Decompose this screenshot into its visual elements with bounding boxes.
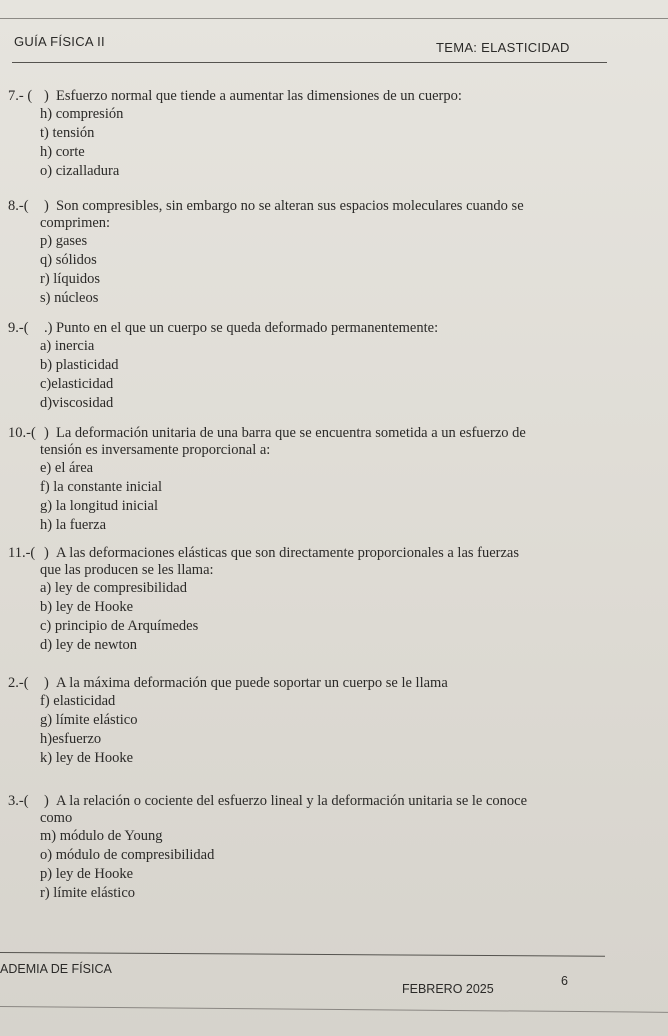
question-text-continued: que las producen se les llama: (40, 562, 214, 578)
answer-option: c)elasticidad (40, 376, 114, 392)
header-right: TEMA: ELASTICIDAD (436, 40, 570, 55)
question-stem (8, 198, 618, 215)
answer-blank-close: ) (44, 675, 49, 691)
question-text: A la relación o cociente del esfuerzo lineal y la deformación unitaria se le conoce (56, 793, 528, 809)
answer-blank-close: ) (44, 545, 49, 561)
answer-option: g) la longitud inicial (40, 498, 158, 514)
question-number: 11.-( (8, 545, 36, 561)
question-text: Son compresibles, sin embargo no se alteran sus espacios moleculares cuando se (56, 198, 524, 214)
footer-left: ADEMIA DE FÍSICA (0, 962, 112, 976)
answer-blank-close: ) (44, 198, 49, 214)
answer-option: o) módulo de compresibilidad (40, 847, 215, 863)
option-list (8, 692, 618, 768)
answer-option: r) líquidos (40, 271, 101, 287)
answer-option: c) principio de Arquímedes (40, 618, 199, 634)
question-text-continued: comprimen: (40, 215, 111, 231)
question-number: 9.-( (8, 320, 29, 336)
header-left: GUÍA FÍSICA II (14, 34, 105, 49)
question-text: A la máxima deformación que puede soportar un cuerpo se le llama (56, 675, 448, 691)
question-number: 8.-( (8, 198, 29, 214)
question-text: A las deformaciones elásticas que son directamente proporcionales a las fuerzas (56, 545, 520, 561)
question-number: 2.-( (8, 675, 29, 691)
footer-date: FEBRERO 2025 (402, 982, 494, 996)
bottom-rule (0, 1006, 668, 1013)
answer-option: o) cizalladura (40, 163, 120, 179)
question-text: La deformación unitaria de una barra que se encuentra sometida a un esfuerzo de (56, 425, 526, 441)
question-number: 7.- ( (8, 88, 33, 104)
answer-option: f) la constante inicial (40, 479, 162, 495)
question-text: Punto en el que un cuerpo se queda deformado permanentemente: (56, 320, 439, 336)
question-block (8, 88, 618, 181)
question-text: Esfuerzo normal que tiende a aumentar las dimensiones de un cuerpo: (56, 88, 462, 104)
answer-option: b) ley de Hooke (40, 599, 134, 615)
footer-rule (0, 952, 605, 957)
option-list (8, 232, 618, 308)
question-stem (8, 545, 618, 562)
answer-option: d) ley de newton (40, 637, 138, 653)
answer-option: q) sólidos (40, 252, 97, 268)
question-block (8, 320, 618, 413)
question-block (8, 425, 618, 535)
question-block (8, 675, 618, 768)
option-list (8, 337, 618, 413)
answer-option: g) límite elástico (40, 712, 138, 728)
answer-option: k) ley de Hooke (40, 750, 134, 766)
header-rule (12, 62, 607, 63)
answer-option: a) ley de compresibilidad (40, 580, 187, 596)
question-text-continued: como (40, 810, 73, 826)
answer-option: p) gases (40, 233, 88, 249)
answer-option: t) tensión (40, 125, 95, 141)
answer-blank-close: ) (44, 425, 49, 441)
option-list (8, 105, 618, 181)
question-number: 3.-( (8, 793, 29, 809)
top-rule (0, 18, 668, 19)
question-stem (8, 675, 618, 692)
answer-option: b) plasticidad (40, 357, 119, 373)
page-number: 6 (561, 974, 568, 988)
answer-blank-close: ) (44, 793, 49, 809)
question-stem (8, 793, 618, 810)
answer-option: r) límite elástico (40, 885, 136, 901)
question-stem (8, 88, 618, 105)
answer-option: h)esfuerzo (40, 731, 102, 747)
question-number: 10.-( (8, 425, 36, 441)
answer-option: m) módulo de Young (40, 828, 163, 844)
answer-option: p) ley de Hooke (40, 866, 134, 882)
question-block (8, 793, 618, 903)
answer-option: h) compresión (40, 106, 124, 122)
answer-blank-close: ) (44, 88, 49, 104)
option-list (8, 579, 618, 655)
question-stem (8, 320, 618, 337)
answer-option: e) el área (40, 460, 94, 476)
answer-option: a) inercia (40, 338, 95, 354)
answer-option: s) núcleos (40, 290, 99, 306)
answer-option: f) elasticidad (40, 693, 116, 709)
option-list (8, 459, 618, 535)
answer-option: d)viscosidad (40, 395, 114, 411)
answer-blank-close: .) (44, 320, 53, 336)
option-list (8, 827, 618, 903)
question-stem (8, 425, 618, 442)
answer-option: h) corte (40, 144, 85, 160)
question-block (8, 545, 618, 655)
question-text-continued: tensión es inversamente proporcional a: (40, 442, 271, 458)
answer-option: h) la fuerza (40, 517, 107, 533)
question-block (8, 198, 618, 308)
